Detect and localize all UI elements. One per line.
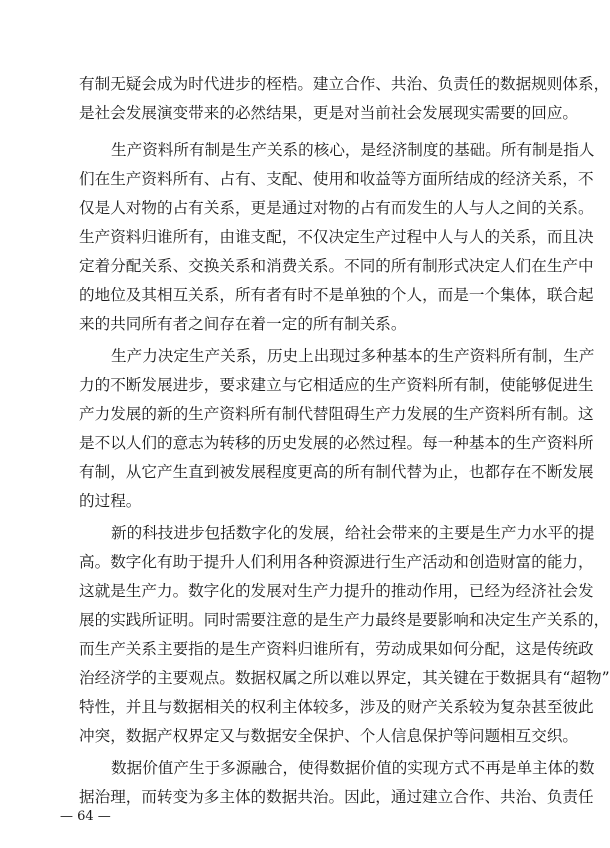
text-line: 的过程。 bbox=[79, 492, 142, 510]
page-number: — 64 — bbox=[60, 809, 111, 824]
text-line: 生产资料归谁所有，由谁支配，不仅决定生产过程中人与人的关系，而且决 bbox=[79, 228, 594, 246]
text-line: 定着分配关系、交换关系和消费关系。不同的所有制形式决定人们在生产中 bbox=[79, 257, 594, 275]
text-line: 有制无疑会成为时代进步的桎梏。建立合作、共治、负责任的数据规则体系， bbox=[79, 75, 610, 93]
text-line: 而生产关系主要指的是生产资料归谁所有，劳动成果如何分配，这是传统政 bbox=[79, 640, 594, 658]
text-line: 是社会发展演变带来的必然结果，更是对当前社会发展现实需要的回应。 bbox=[79, 104, 579, 122]
text-line: 是不以人们的意志为转移的历史发展的必然过程。每一种基本的生产资料所 bbox=[79, 434, 594, 452]
text-line: 力的不断发展进步，要求建立与它相适应的生产资料所有制，使能够促进生 bbox=[79, 376, 594, 394]
text-line: 仅是人对物的占有关系，更是通过对物的占有而发生的人与人之间的关系。 bbox=[79, 199, 594, 217]
text-line: 的地位及其相互关系，所有者有时不是单独的个人，而是一个集体，联合起 bbox=[79, 286, 594, 304]
text-line: 数据价值产生于多源融合，使得数据价值的实现方式不再是单主体的数 bbox=[111, 759, 595, 777]
text-line: 们在生产资料所有、占有、支配、使用和收益等方面所结成的经济关系，不 bbox=[79, 170, 594, 188]
text-line: 特性，并且与数据相关的权利主体较多，涉及的财产关系较为复杂甚至彼此 bbox=[79, 698, 594, 716]
text-line: 生产资料所有制是生产关系的核心，是经济制度的基础。所有制是指人 bbox=[111, 141, 595, 159]
text-line: 新的科技进步包括数字化的发展，给社会带来的主要是生产力水平的提 bbox=[111, 524, 595, 542]
text-line: 这就是生产力。数字化的发展对生产力提升的推动作用，已经为经济社会发 bbox=[79, 582, 594, 600]
text-line: 据治理，而转变为多主体的数据共治。因此，通过建立合作、共治、负责任 bbox=[79, 788, 594, 806]
text-line: 有制，从它产生直到被发展程度更高的所有制代替为止，也都存在不断发展 bbox=[79, 463, 594, 481]
text-line: 冲突，数据产权界定又与数据安全保护、个人信息保护等问题相互交织。 bbox=[79, 727, 579, 745]
text-line: 生产力决定生产关系，历史上出现过多种基本的生产资料所有制，生产 bbox=[111, 347, 595, 365]
text-line: 产力发展的新的生产资料所有制代替阻碍生产力发展的生产资料所有制。这 bbox=[79, 405, 594, 423]
text-line: 高。数字化有助于提升人们利用各种资源进行生产活动和创造财富的能力， bbox=[79, 553, 594, 571]
text-line: 来的共同所有者之间存在着一定的所有制关系。 bbox=[79, 315, 407, 333]
text-line: 展的实践所证明。同时需要注意的是生产力最终是要影响和决定生产关系的， bbox=[79, 611, 610, 629]
text-line: 治经济学的主要观点。数据权属之所以难以界定，其关键在于数据具有“超物” bbox=[79, 669, 610, 687]
